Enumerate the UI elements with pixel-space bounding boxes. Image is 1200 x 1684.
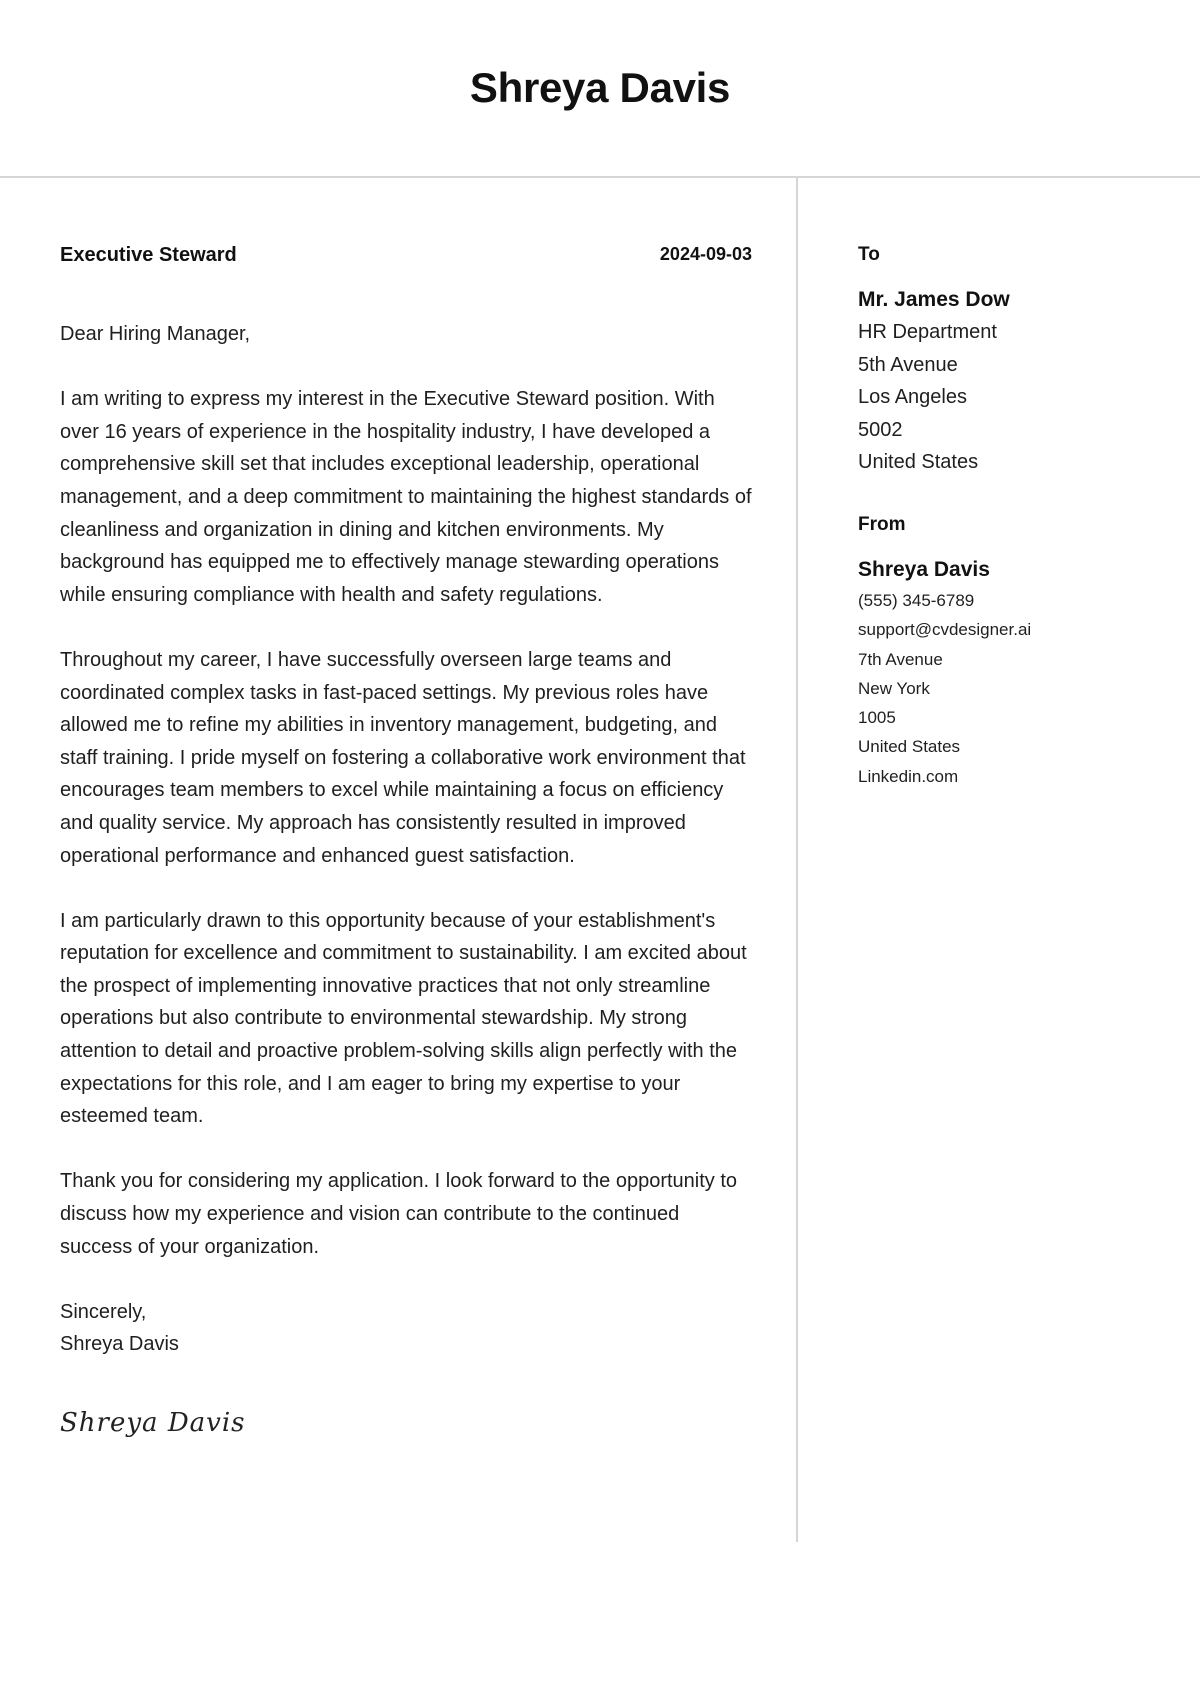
recipient-zip: 5002 (858, 418, 903, 441)
handwritten-signature: Shreya Davis (60, 1408, 246, 1438)
closing-name: Shreya Davis (60, 1333, 179, 1356)
recipient-street: 5th Avenue (858, 353, 958, 376)
sender-zip: 1005 (858, 708, 896, 728)
sender-website: Linkedin.com (858, 766, 959, 786)
paragraph-1: I am writing to express my interest in the Executive Steward position. With over 16 years of experience in the hospitality industry, I have developed a comprehensive skill set that includes exceptional leadership, operational management, and a deep commitment to maintaining the highest standards of cleanliness and organization in dining and kitchen environments. My background has equipped me to effectively manage stewarding operations while ensuring compliance with health and safety regulations. (60, 388, 752, 606)
sender-contact (858, 586, 1031, 791)
sender-phone: (555) 345-6789 (858, 591, 975, 610)
salutation: Dear Hiring Manager, (60, 323, 251, 345)
closing: Sincerely, (60, 1300, 147, 1323)
recipient-country: United States (858, 451, 979, 474)
recipient-department: HR Department (858, 321, 997, 343)
job-title: Executive Steward (60, 244, 237, 266)
paragraph-3: I am particularly drawn to this opportunity because of your establishment's reputation for excellence and commitment to sustainability. I am excited about the prospect of implementing innovative practices that not only streamline operations but also contribute to environmental stewardship. My strong attention to detail and proactive problem-solving skills align perfectly with the expectations for this role, and I am eager to bring my expertise to your esteemed team. (60, 909, 747, 1128)
letter-body (60, 318, 752, 1361)
letter-date: 2024-09-03 (659, 244, 752, 264)
sender-name: Shreya Davis (858, 558, 990, 581)
recipient-address (858, 316, 997, 479)
recipient-city: Los Angeles (858, 386, 967, 409)
applicant-name: Shreya Davis (469, 64, 731, 111)
recipient-name: Mr. James Dow (858, 288, 1010, 311)
sender-email: support@cvdesigner.ai (858, 620, 1032, 640)
paragraph-2: Throughout my career, I have successfully overseen large teams and coordinated complex tasks in fast-paced settings. My previous roles have allowed me to refine my abilities in inventory management, budgeting, and staff training. I pride myself on fostering a collaborative work environment that encourages team members to excel while maintaining a focus on efficiency and quality service. My approach has consistently resulted in improved operational performance and enhanced guest satisfaction. (60, 648, 746, 867)
sender-street: 7th Avenue (858, 649, 943, 669)
sender-city: New York (858, 678, 930, 698)
page-header (0, 0, 1200, 178)
column-divider (796, 178, 798, 1542)
paragraph-4: Thank you for considering my application. I look forward to the opportunity to discuss how my experience and vision can contribute to the continued success of your organization. (60, 1170, 738, 1258)
sender-label: From (858, 514, 906, 535)
recipient-label: To (858, 244, 880, 265)
sender-country: United States (858, 737, 961, 757)
